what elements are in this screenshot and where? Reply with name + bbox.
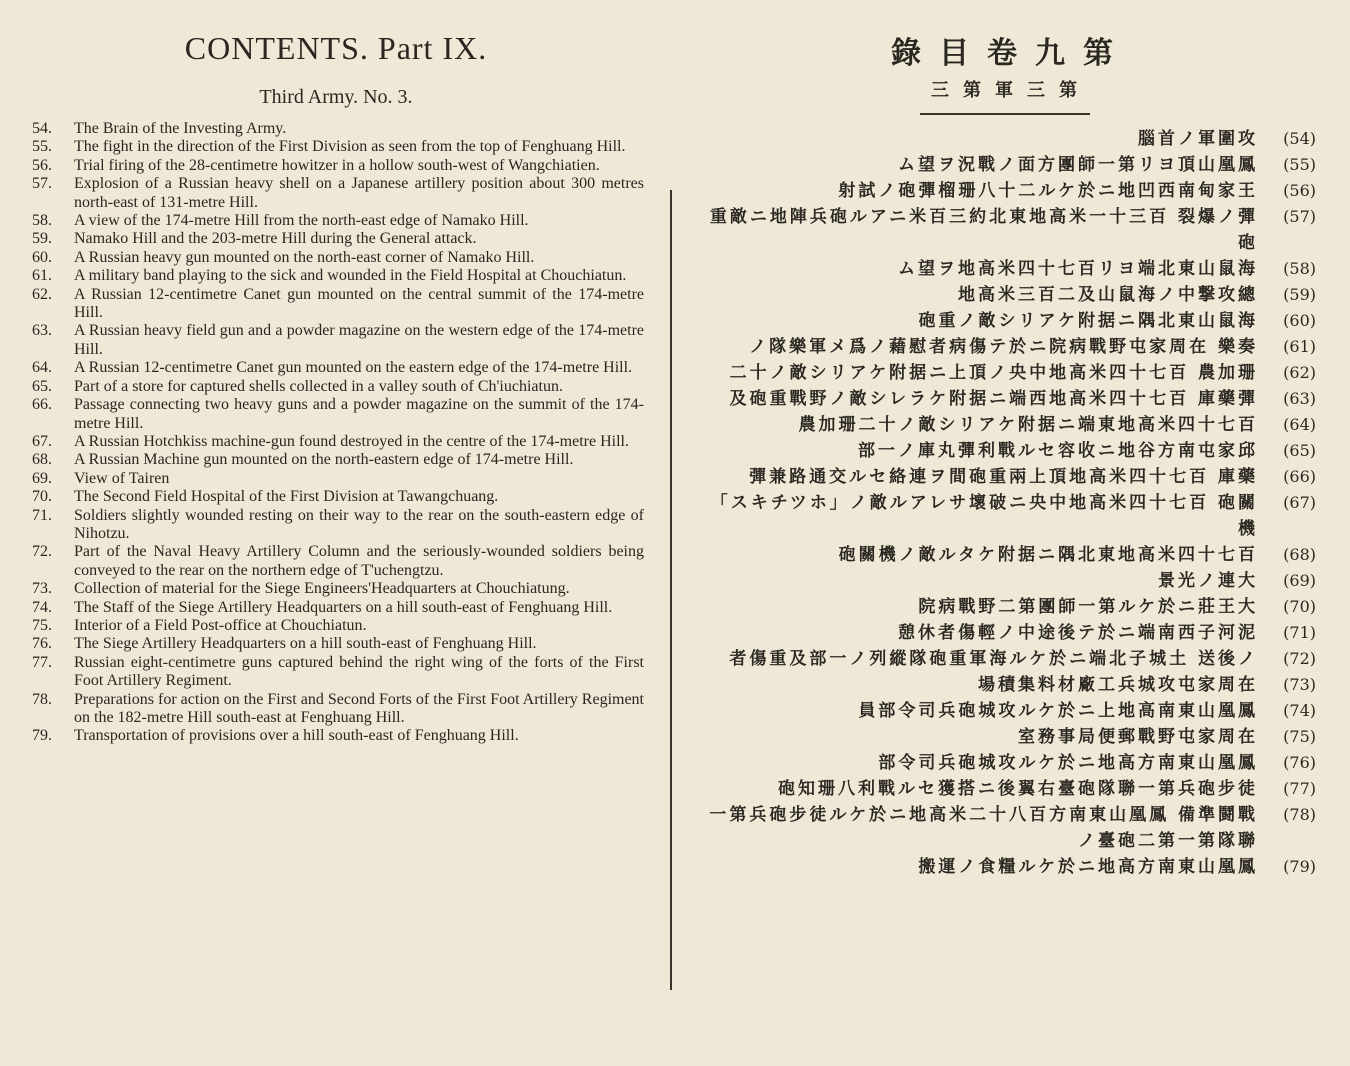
item-title: ノ隊樂軍メ爲ノ藉慰者病傷テ於ニ院病戰野屯家周在 樂奏 bbox=[749, 337, 1258, 357]
item-title: Passage connecting two heavy guns and a powder magazine on the summit of the 174-metre Hill. bbox=[74, 396, 644, 432]
item-number: 78. bbox=[32, 690, 52, 708]
item-title: 射試ノ砲彈榴珊八十二ルケ於ニ地凹西南甸家王 bbox=[838, 181, 1258, 201]
item-number: 79. bbox=[32, 727, 52, 745]
list-item bbox=[32, 230, 644, 248]
item-number: 76. bbox=[32, 635, 52, 653]
item-title: ム望ヲ況戰ノ面方團師一第リヨ頂山凰鳳 bbox=[898, 155, 1258, 175]
item-title: The Second Field Hospital of the First Division at Tawangchuang. bbox=[74, 488, 499, 506]
item-number: (65) bbox=[1283, 441, 1316, 460]
list-item bbox=[696, 308, 1316, 334]
list-item bbox=[32, 654, 644, 691]
item-title: View of Tairen bbox=[74, 469, 170, 487]
item-title: 景光ノ連大 bbox=[1158, 571, 1258, 591]
item-number: (70) bbox=[1283, 597, 1316, 616]
list-item bbox=[32, 267, 644, 285]
item-title: The Siege Artillery Headquarters on a hill south-east of Fenghuang Hill. bbox=[74, 635, 537, 653]
item-title: 部令司兵砲城攻ルケ於ニ地高方南東山凰鳳 bbox=[878, 753, 1258, 773]
list-item bbox=[696, 490, 1316, 542]
item-number: 77. bbox=[32, 653, 52, 671]
item-title: A Russian heavy field gun and a powder magazine on the western edge of the 174-metre Hill. bbox=[74, 322, 644, 358]
item-number: 66. bbox=[32, 396, 52, 414]
item-title: 「スキチツホ」ノ敵ルアレサ壞破ニ央中地高米四十七百 砲關機 bbox=[710, 493, 1258, 539]
item-number: (61) bbox=[1283, 337, 1316, 356]
item-title: 一第兵砲步徒ルケ於ニ地高米二十八百方南東山凰鳳 備準鬪戰ノ臺砲二第一第隊聯 bbox=[709, 805, 1258, 851]
item-title: A Russian heavy gun mounted on the north-east corner of Namako Hill. bbox=[74, 248, 535, 266]
item-title: The fight in the direction of the First Division as seen from the top of Fenghuang Hill. bbox=[74, 138, 626, 156]
item-title: Explosion of a Russian heavy shell on a Japanese artillery position about 300 metres north-east of 131-metre Hill. bbox=[74, 175, 644, 211]
item-title: 員部令司兵砲城攻ルケ於ニ上地高南東山凰鳳 bbox=[858, 701, 1258, 721]
item-number: (56) bbox=[1283, 181, 1316, 200]
item-title: 場積集料材廠工兵城攻屯家周在 bbox=[978, 675, 1258, 695]
list-item bbox=[696, 152, 1316, 178]
list-item bbox=[32, 580, 644, 598]
item-title: A military band playing to the sick and wounded in the Field Hospital at Chouchiatun. bbox=[74, 267, 627, 285]
list-item bbox=[696, 802, 1316, 854]
item-number: 72. bbox=[32, 543, 52, 561]
item-number: 61. bbox=[32, 267, 52, 285]
list-item bbox=[696, 724, 1316, 750]
item-title: 地高米三百二及山鼠海ノ中撃攻總 bbox=[958, 285, 1258, 305]
item-number: 54. bbox=[32, 120, 52, 137]
list-item bbox=[32, 488, 644, 506]
item-number: 55. bbox=[32, 138, 52, 156]
list-item bbox=[32, 138, 644, 156]
list-item bbox=[696, 568, 1316, 594]
list-item bbox=[32, 322, 644, 359]
list-item bbox=[696, 360, 1316, 386]
list-item bbox=[696, 412, 1316, 438]
item-number: 69. bbox=[32, 469, 52, 487]
item-number: (69) bbox=[1283, 571, 1316, 590]
item-number: 58. bbox=[32, 212, 52, 230]
japanese-contents-list bbox=[696, 126, 1316, 880]
item-number: 59. bbox=[32, 230, 52, 248]
item-title: The Brain of the Investing Army. bbox=[74, 120, 287, 137]
list-item bbox=[696, 334, 1316, 360]
list-item bbox=[32, 286, 644, 323]
item-title: Part of the Naval Heavy Artillery Column and the seriously-wounded soldiers being conveyed to the rear on the northern edge of T'uchengtzu. bbox=[74, 543, 644, 579]
japanese-subtitle: 三第軍三第 bbox=[931, 80, 1091, 101]
item-title: Namako Hill and the 203-metre Hill during the General attack. bbox=[74, 230, 477, 248]
list-item bbox=[696, 256, 1316, 282]
item-title: ム望ヲ地高米四十七百リヨ端北東山鼠海 bbox=[898, 259, 1258, 279]
item-number: (63) bbox=[1283, 389, 1316, 408]
item-number: (68) bbox=[1283, 545, 1316, 564]
item-number: 65. bbox=[32, 377, 52, 395]
list-item bbox=[32, 727, 644, 745]
item-number: (77) bbox=[1283, 779, 1316, 798]
item-title: 部一ノ庫丸彈利戰ルセ容收ニ地谷方南屯家邱 bbox=[858, 441, 1258, 461]
item-title: 室務事局便郵戰野屯家周在 bbox=[1018, 727, 1258, 747]
list-item bbox=[32, 359, 644, 377]
item-number: 75. bbox=[32, 616, 52, 634]
item-number: 68. bbox=[32, 451, 52, 469]
item-number: 62. bbox=[32, 285, 52, 303]
item-title: 砲知珊八利戰ルセ獲搭ニ後翼右臺砲隊聯一第兵砲步徒 bbox=[778, 779, 1258, 799]
item-title: A Russian Hotchkiss machine-gun found destroyed in the centre of the 174-metre Hill. bbox=[74, 432, 629, 450]
item-title: 砲重ノ敵シリアケ附据ニ隅北東山鼠海 bbox=[918, 311, 1258, 331]
list-item bbox=[32, 543, 644, 580]
item-title: Soldiers slightly wounded resting on their way to the rear on the south-eastern edge of Nihotzu. bbox=[74, 506, 644, 542]
list-item bbox=[696, 698, 1316, 724]
item-number: (59) bbox=[1283, 285, 1316, 304]
item-number: (66) bbox=[1283, 467, 1316, 486]
list-item bbox=[32, 470, 644, 488]
list-item bbox=[696, 854, 1316, 880]
list-item bbox=[32, 599, 644, 617]
item-title: A Russian 12-centimetre Canet gun mounted on the eastern edge of the 174-metre Hill. bbox=[74, 359, 633, 377]
item-number: (62) bbox=[1283, 363, 1316, 382]
list-item bbox=[696, 438, 1316, 464]
item-title: 農加珊二十ノ敵シリアケ附据ニ端東地高米四十七百 bbox=[798, 415, 1258, 435]
list-item bbox=[32, 378, 644, 396]
list-item bbox=[696, 464, 1316, 490]
item-number: (64) bbox=[1283, 415, 1316, 434]
item-number: (67) bbox=[1283, 493, 1316, 512]
item-number: (60) bbox=[1283, 311, 1316, 330]
list-item bbox=[696, 646, 1316, 672]
list-item bbox=[696, 594, 1316, 620]
item-number: 64. bbox=[32, 359, 52, 377]
item-number: (74) bbox=[1283, 701, 1316, 720]
item-title: Part of a store for captured shells collected in a valley south of Ch'iuchiatun. bbox=[74, 377, 563, 395]
item-number: 57. bbox=[32, 175, 52, 193]
item-number: (57) bbox=[1283, 207, 1316, 226]
list-item bbox=[696, 776, 1316, 802]
item-title: Transportation of provisions over a hill south-east of Fenghuang Hill. bbox=[74, 727, 519, 745]
item-title: 者傷重及部一ノ列縱隊砲重軍海ルケ於ニ端北子城土 送後ノ bbox=[729, 649, 1258, 669]
list-item bbox=[32, 249, 644, 267]
item-title: A view of the 174-metre Hill from the north-east edge of Namako Hill. bbox=[74, 212, 529, 230]
item-title: 砲關機ノ敵ルタケ附据ニ隅北東地高米四十七百 bbox=[838, 545, 1258, 565]
item-title: 二十ノ敵シリアケ附据ニ上頂ノ央中地高米四十七百 農加珊 bbox=[729, 363, 1258, 383]
item-number: (54) bbox=[1283, 129, 1316, 148]
english-contents-list bbox=[32, 120, 644, 746]
list-item bbox=[32, 396, 644, 433]
list-item bbox=[696, 386, 1316, 412]
japanese-title: 錄目卷九第 bbox=[891, 36, 1131, 71]
item-title: Trial firing of the 28-centimetre howitzer in a hollow south-west of Wangchiatien. bbox=[74, 156, 600, 174]
item-number: (79) bbox=[1283, 857, 1316, 876]
item-title: A Russian Machine gun mounted on the north-eastern edge of 174-metre Hill. bbox=[74, 451, 574, 469]
item-title: Russian eight-centimetre guns captured behind the right wing of the forts of the First Foot Artillery Regiment. bbox=[74, 653, 644, 690]
list-item bbox=[696, 282, 1316, 308]
item-number: (75) bbox=[1283, 727, 1316, 746]
item-title: 憩休者傷輕ノ中途後テ於ニ端南西子河泥 bbox=[898, 623, 1258, 643]
list-item bbox=[32, 617, 644, 635]
section-subtitle: Third Army. No. 3. bbox=[259, 86, 413, 108]
list-item bbox=[32, 507, 644, 544]
list-item bbox=[32, 433, 644, 451]
item-number: (71) bbox=[1283, 623, 1316, 642]
item-title: 及砲重戰野ノ敵シレラケ附据ニ端西地高米四十七百 庫藥彈 bbox=[729, 389, 1258, 409]
list-item bbox=[32, 212, 644, 230]
item-number: (72) bbox=[1283, 649, 1316, 668]
english-page bbox=[0, 0, 672, 1066]
item-number: (73) bbox=[1283, 675, 1316, 694]
list-item bbox=[32, 691, 644, 728]
item-number: 70. bbox=[32, 488, 52, 506]
item-number: 73. bbox=[32, 580, 52, 598]
item-number: 63. bbox=[32, 322, 52, 340]
item-number: (76) bbox=[1283, 753, 1316, 772]
list-item bbox=[696, 126, 1316, 152]
item-title: Collection of material for the Siege Engineers'Headquarters at Chouchiatung. bbox=[74, 580, 570, 598]
list-item bbox=[32, 175, 644, 212]
list-item bbox=[32, 451, 644, 469]
item-number: 56. bbox=[32, 156, 52, 174]
item-title: Preparations for action on the First and Second Forts of the First Foot Artillery Regiment on the 182-metre Hill south-east at Fenghuang Hill. bbox=[74, 690, 644, 726]
item-number: (55) bbox=[1283, 155, 1316, 174]
item-number: 60. bbox=[32, 248, 52, 266]
list-item bbox=[696, 204, 1316, 256]
list-item bbox=[696, 178, 1316, 204]
item-title: 重敵ニ地陣兵砲ルアニ米百三約北東地高米一十三百 裂爆ノ彈砲 bbox=[709, 207, 1258, 253]
item-title: A Russian 12-centimetre Canet gun mounted on the central summit of the 174-metre Hill. bbox=[74, 285, 644, 322]
item-number: (78) bbox=[1283, 805, 1316, 824]
item-title: 院病戰野二第團師一第ルケ於ニ莊王大 bbox=[918, 597, 1258, 617]
list-item bbox=[32, 157, 644, 175]
item-title: 腦首ノ軍圍攻 bbox=[1138, 129, 1258, 149]
list-item bbox=[32, 120, 644, 138]
list-item bbox=[32, 635, 644, 653]
list-item bbox=[696, 620, 1316, 646]
title-rule bbox=[920, 113, 1090, 115]
list-item bbox=[696, 750, 1316, 776]
item-number: 67. bbox=[32, 432, 52, 450]
contents-title: CONTENTS. Part IX. bbox=[184, 30, 488, 66]
list-item bbox=[696, 672, 1316, 698]
list-item bbox=[696, 542, 1316, 568]
item-number: (58) bbox=[1283, 259, 1316, 278]
item-title: 彈兼路通交ルセ絡連ヲ間砲重兩上頂地高米四十七百 庫藥 bbox=[749, 467, 1258, 487]
item-title: 搬運ノ食糧ルケ於ニ地高方南東山凰鳳 bbox=[918, 857, 1258, 877]
item-number: 74. bbox=[32, 598, 52, 616]
item-title: Interior of a Field Post-office at Chouchiatun. bbox=[74, 616, 367, 634]
item-number: 71. bbox=[32, 506, 52, 524]
item-title: The Staff of the Siege Artillery Headquarters on a hill south-east of Fenghuang Hill. bbox=[74, 598, 613, 616]
